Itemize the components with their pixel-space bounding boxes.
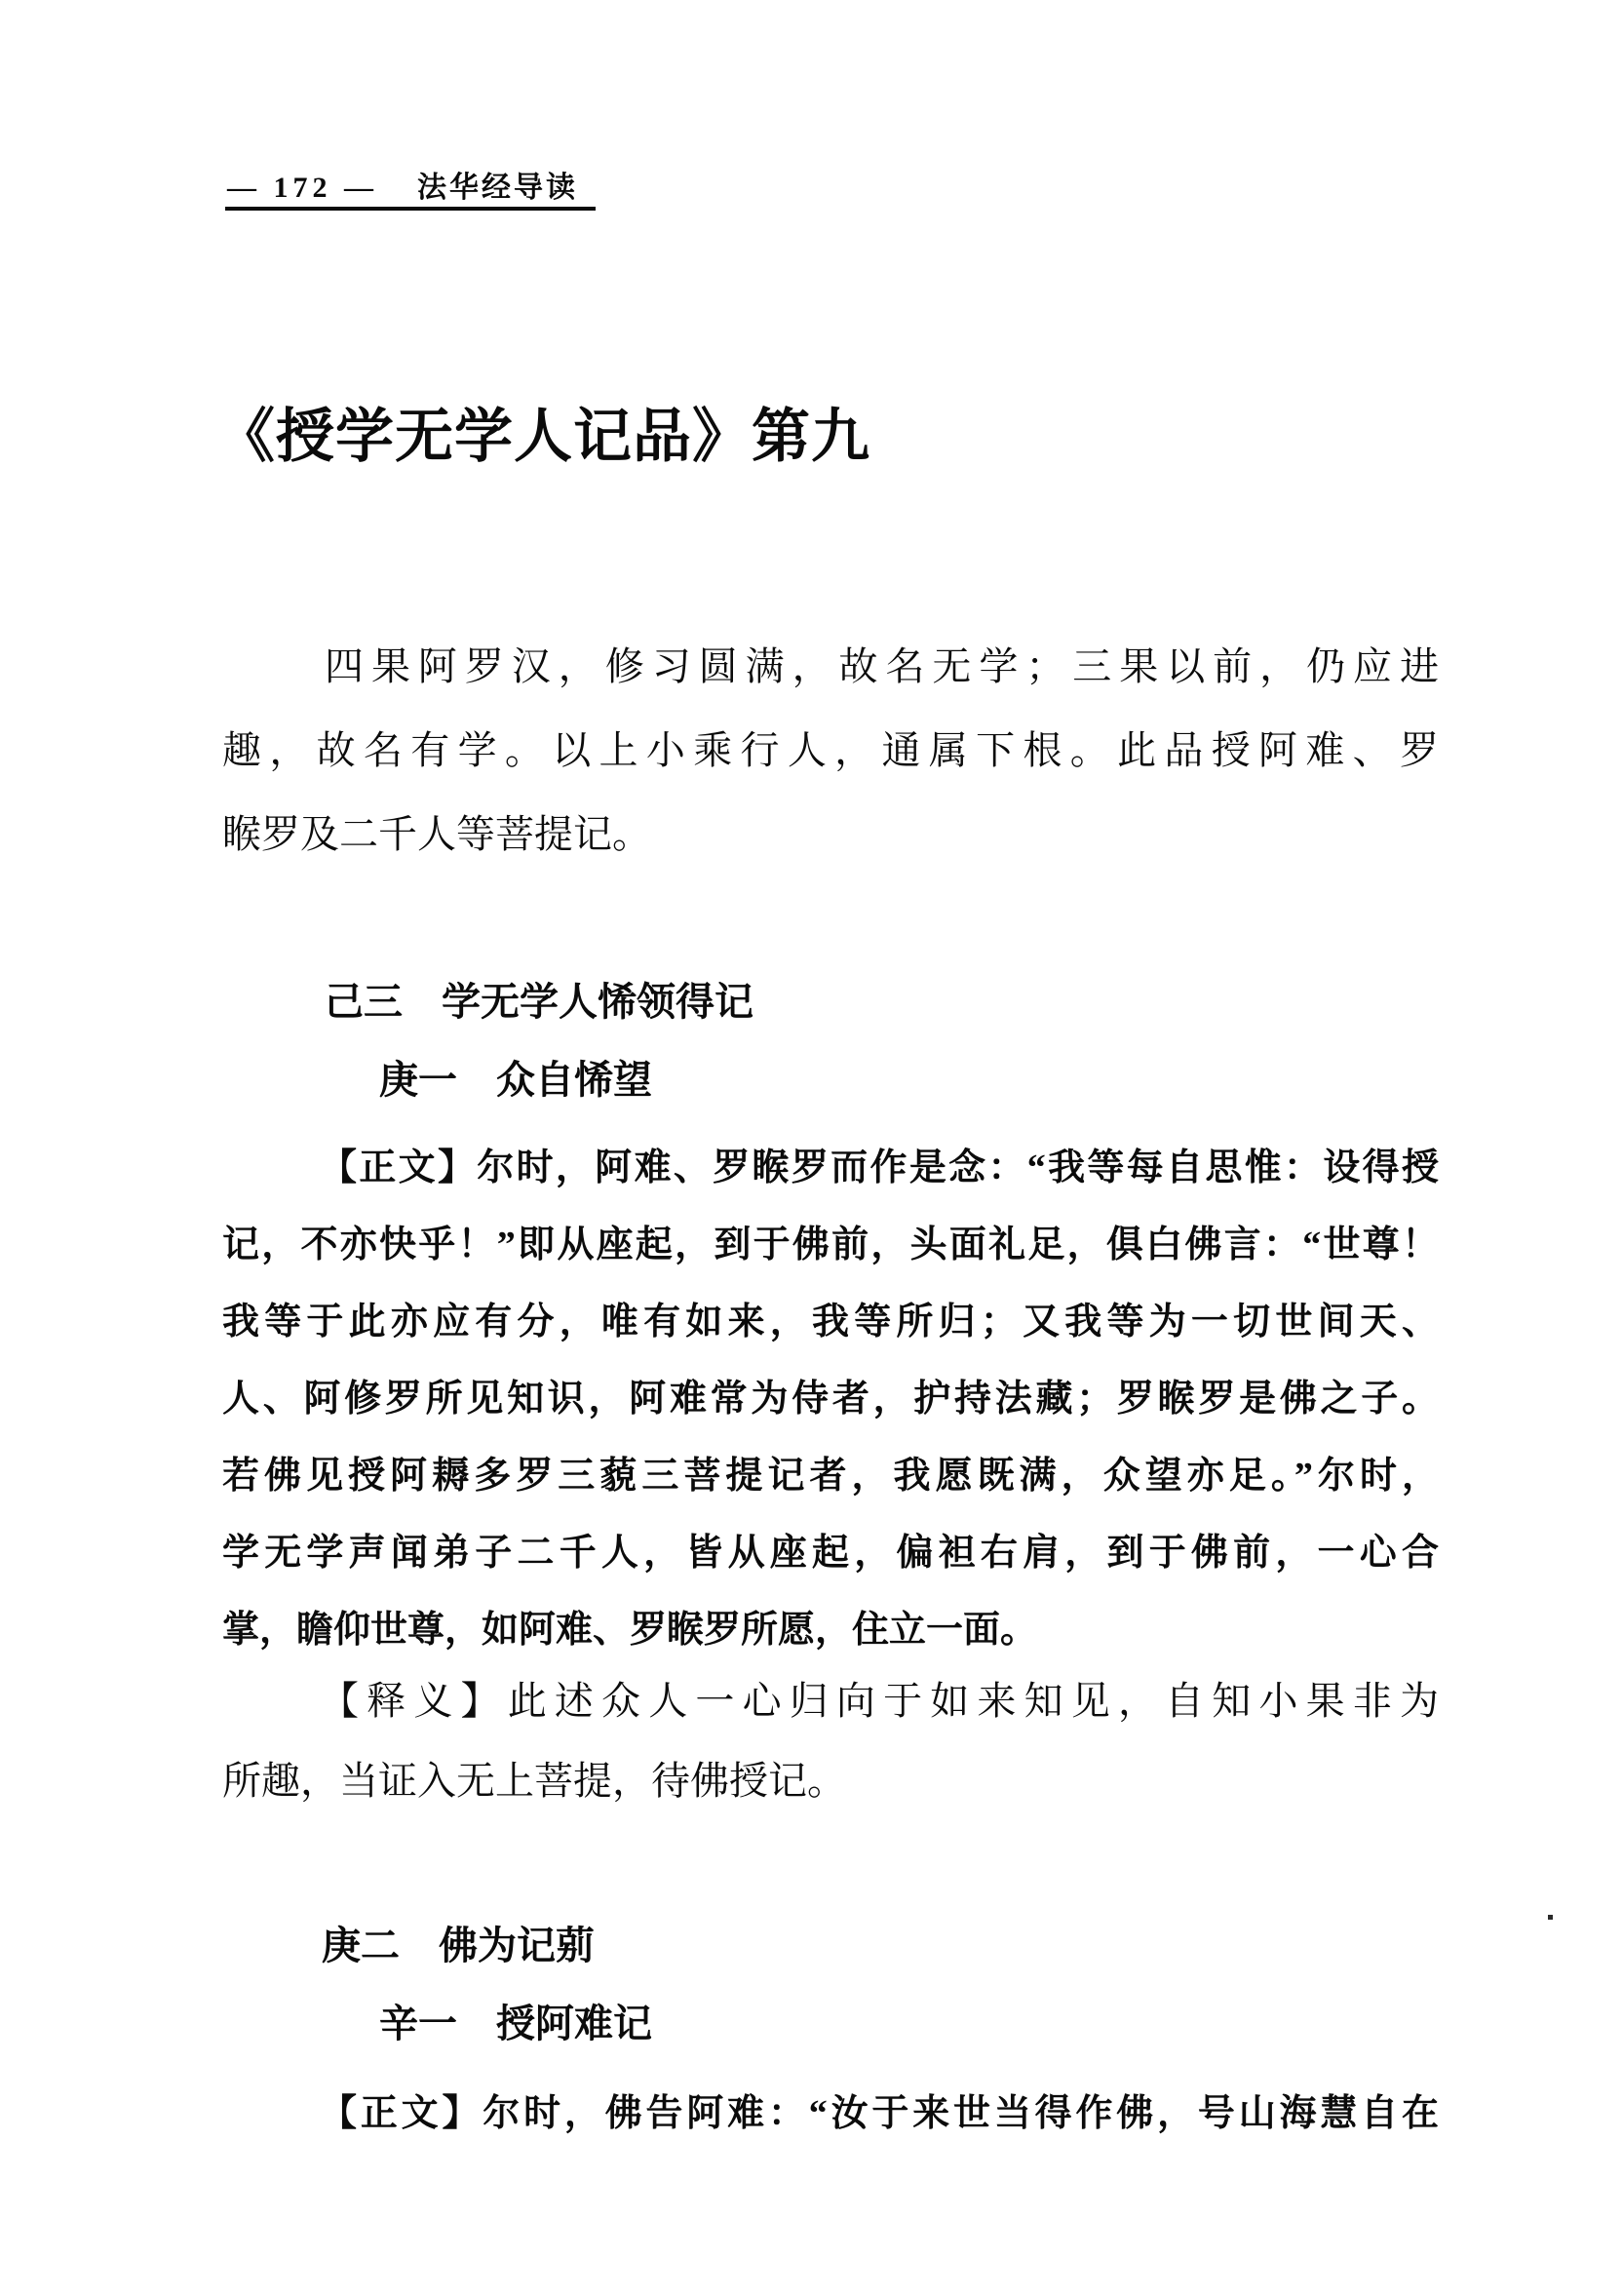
text-line: 【正文】尔时，佛告阿难：“汝于来世当得作佛，号山海慧自在	[320, 2093, 1439, 2134]
text-line: 睺罗及二千人等菩提记。	[222, 812, 651, 856]
text-line: 学无学声闻弟子二千人，皆从座起，偏袒右肩，到于佛前，一心合	[222, 1533, 1439, 1574]
text-line: 若佛见授阿耨多罗三藐三菩提记者，我愿既满，众望亦足。”尔时，	[222, 1456, 1439, 1497]
outline-heading-geng2: 庚二 佛为记莂	[322, 1924, 595, 1967]
text-line: 【释义】此述众人一心归向于如来知见，自知小果非为	[320, 1679, 1439, 1723]
chapter-title: 《授学无学人记品》第九	[216, 405, 870, 469]
page-number: — 172 —	[227, 172, 378, 204]
outline-heading-ji3: 己三 学无学人悕领得记	[325, 980, 753, 1024]
commentary-paragraph	[222, 1661, 1439, 1821]
text-line: 所趣，当证入无上菩提，待佛授记。	[222, 1759, 846, 1803]
scripture-paragraph-2	[222, 2089, 1439, 2138]
running-book-title: 法华经导读	[417, 172, 578, 204]
text-line: 记，不亦快乎！”即从座起，到于佛前，头面礼足，俱白佛言：“世尊！	[222, 1225, 1439, 1265]
scan-speck	[1548, 1915, 1553, 1920]
page-header	[227, 172, 578, 205]
header-rule	[225, 207, 596, 211]
text-line: 人、阿修罗所见知识，阿难常为侍者，护持法藏；罗睺罗是佛之子。	[222, 1379, 1439, 1420]
text-line: 趣，故名有学。以上小乘行人，通属下根。此品授阿难、罗	[222, 728, 1439, 772]
text-line: 四果阿罗汉，修习圆满，故名无学；三果以前，仍应进	[325, 644, 1439, 688]
outline-heading-geng1: 庚一 众自悕望	[379, 1058, 652, 1102]
text-line: 掌，瞻仰世尊，如阿难、罗睺罗所愿，住立一面。	[222, 1610, 1038, 1651]
outline-heading-xin1: 辛一 授阿难记	[379, 2002, 652, 2045]
text-line: 我等于此亦应有分，唯有如来，我等所归；又我等为一切世间天、	[222, 1302, 1439, 1343]
scripture-paragraph-1	[222, 1130, 1439, 1669]
intro-paragraph	[222, 625, 1439, 876]
text-line: 【正文】尔时，阿难、罗睺罗而作是念：“我等每自思惟：设得授	[320, 1148, 1439, 1188]
